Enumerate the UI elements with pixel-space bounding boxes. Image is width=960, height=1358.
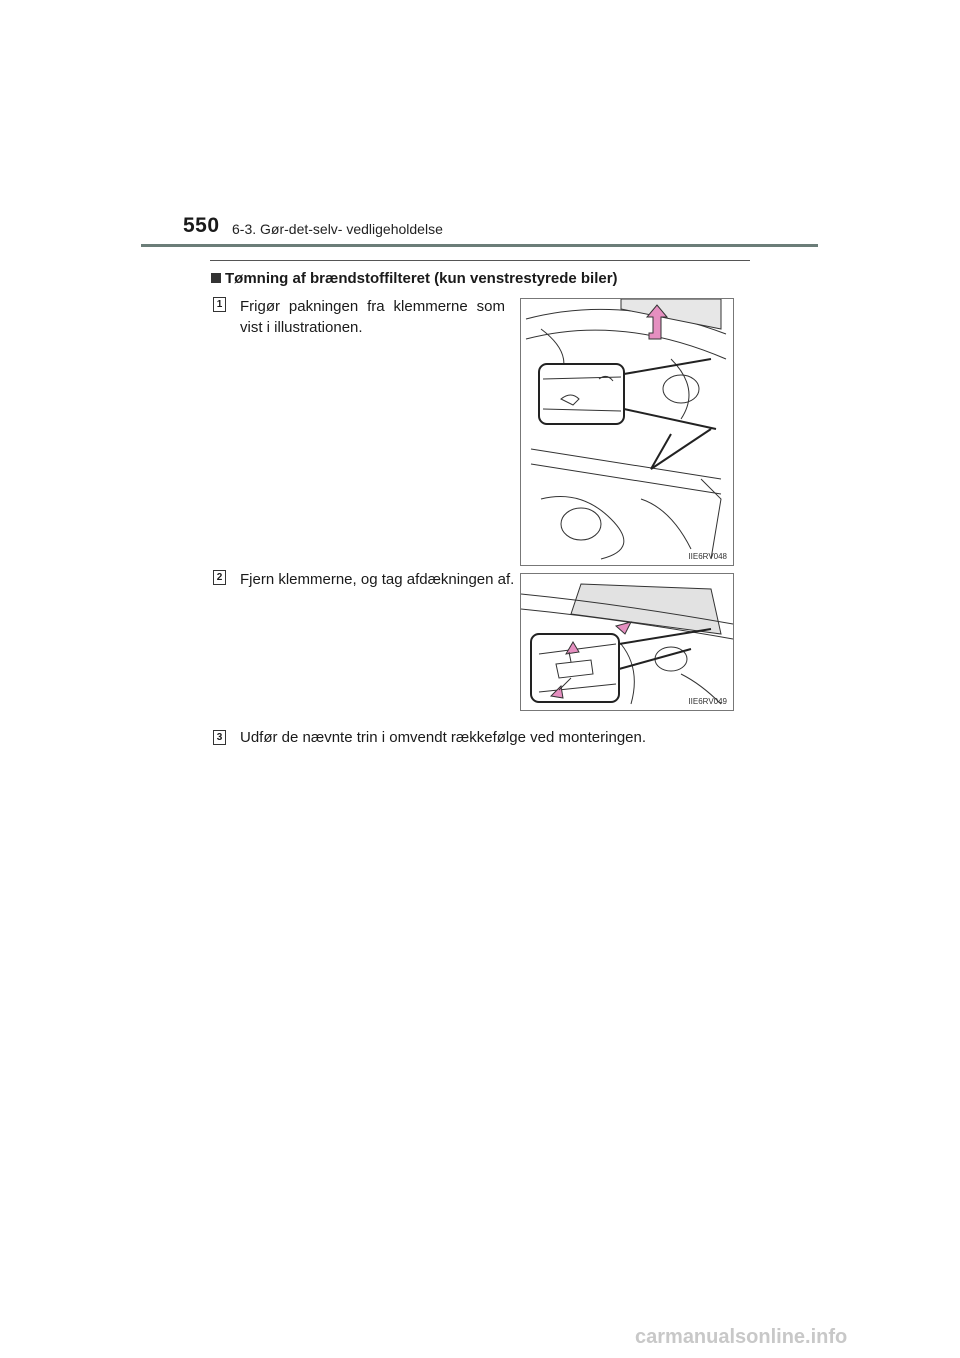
section-heading: [211, 270, 618, 287]
engine-bay-illustration-2: [521, 574, 733, 710]
header-rule: [141, 244, 818, 247]
engine-bay-illustration-1: [521, 299, 733, 565]
page-number: 550: [183, 214, 220, 237]
step-text-3: Udfør de nævnte trin i omvendt rækkefølge ved monteringen.: [240, 729, 647, 746]
figure-1: [520, 298, 734, 566]
section-heading-text: Tømning af brændstoffilteret (kun venstrestyrede biler): [225, 270, 618, 287]
step-text-1: Frigør pakningen fra klemmerne som vist i illustrationen.: [240, 298, 505, 336]
section-rule: [210, 260, 750, 261]
watermark: carmanualsonline.info: [635, 1326, 848, 1348]
step-text-2: Fjern klemmerne, og tag afdækningen af.: [240, 571, 515, 588]
chapter-title: 6-3. Gør-det-selv- vedligeholdelse: [232, 221, 443, 237]
figure-code-1: IIE6RV048: [688, 552, 727, 561]
square-bullet-icon: [211, 273, 221, 283]
step-number-1: 1: [213, 297, 226, 312]
step-number-3: 3: [213, 730, 226, 745]
figure-code-2: IIE6RV049: [688, 697, 727, 706]
figure-2: [520, 573, 734, 711]
step-number-2: 2: [213, 570, 226, 585]
